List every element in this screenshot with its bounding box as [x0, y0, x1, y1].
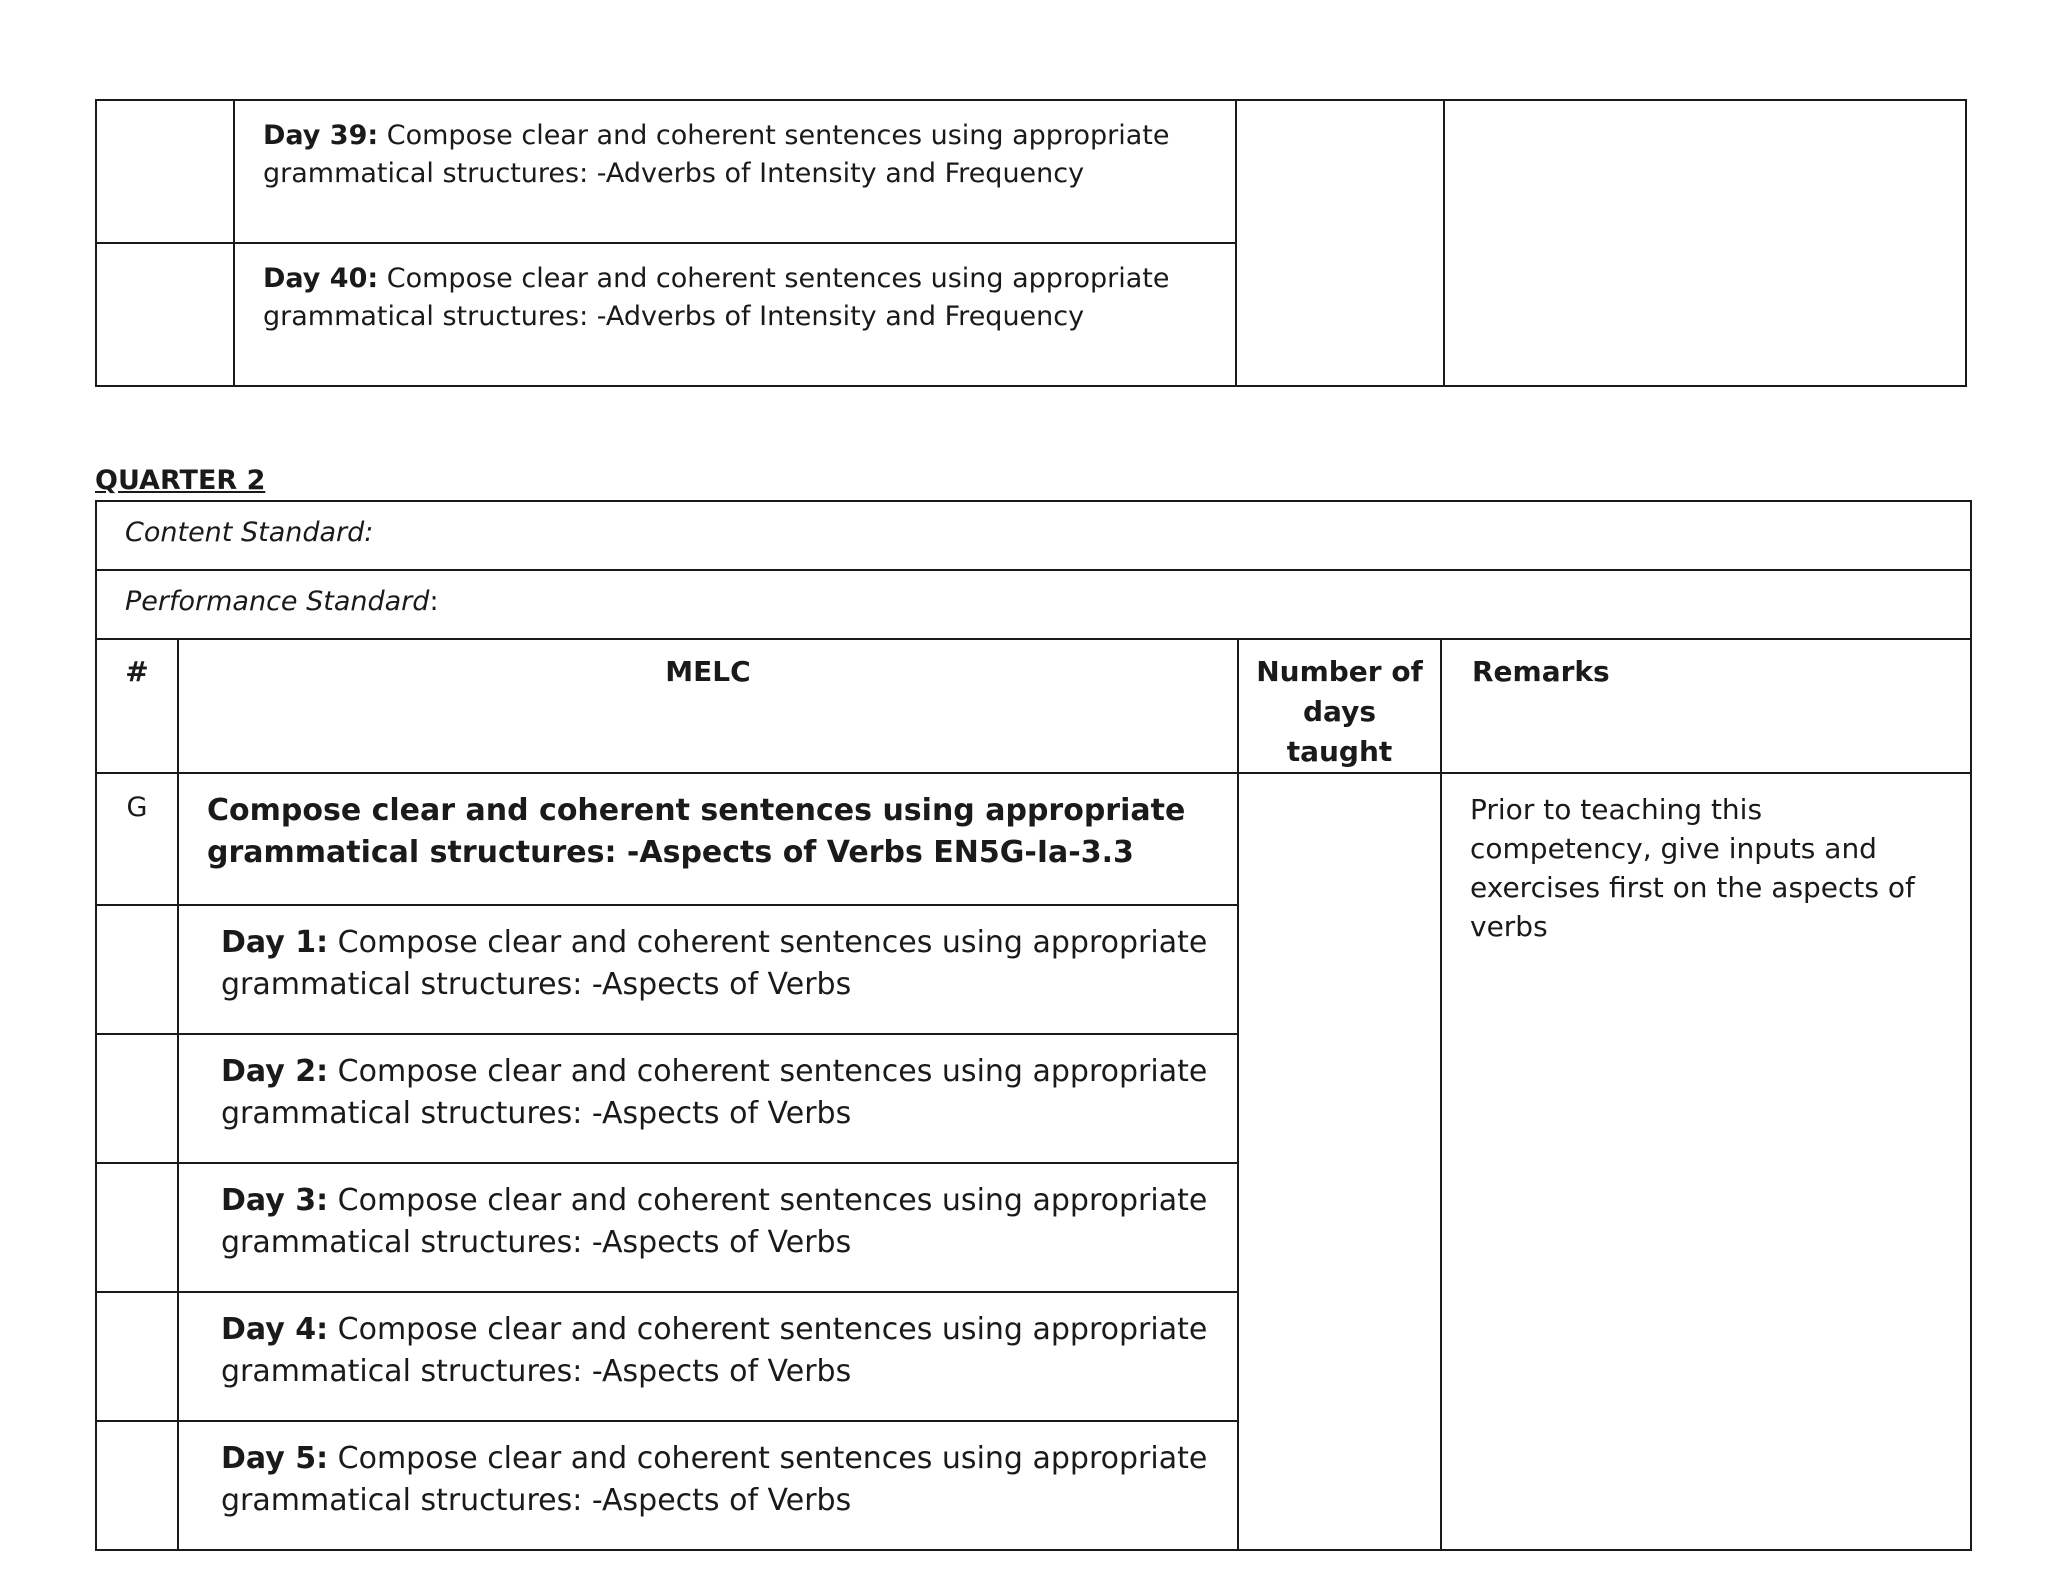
performance-standard-colon: : — [429, 586, 439, 617]
header-remarks-text: Remarks — [1472, 655, 1610, 688]
content-standard-row — [96, 501, 1971, 570]
number-cell — [96, 1034, 178, 1163]
header-melc — [178, 639, 1238, 773]
remarks-cell: Prior to teaching this competency, give inputs and exercises first on the aspects of verbs — [1441, 773, 1971, 1550]
day-text: Compose clear and coherent sentences using appropriate grammatical structures: -Aspects of Verbs — [221, 1312, 1208, 1389]
performance-standard-row — [96, 570, 1971, 639]
quarter-2-table — [95, 500, 1972, 1551]
days-taught-cell — [1238, 773, 1441, 1550]
remarks-cell — [1444, 100, 1966, 386]
melc-day-cell — [178, 1034, 1238, 1163]
melc-day-cell — [178, 1292, 1238, 1421]
number-cell — [96, 100, 234, 243]
day-label: Day 4: — [221, 1312, 329, 1347]
day-label: Day 3: — [221, 1183, 329, 1218]
melc-day-cell — [234, 100, 1236, 243]
table-row — [96, 100, 1966, 243]
day-text: Compose clear and coherent sentences using appropriate grammatical structures: -Adverbs of Intensity and Frequency — [263, 120, 1170, 189]
number-cell — [96, 1421, 178, 1550]
performance-standard-cell — [96, 570, 1971, 639]
quarter-heading: QUARTER 2 — [95, 465, 266, 496]
day-text: Compose clear and coherent sentences using appropriate grammatical structures: -Aspects of Verbs — [221, 1054, 1208, 1131]
day-label: Day 2: — [221, 1054, 329, 1089]
day-text: Compose clear and coherent sentences using appropriate grammatical structures: -Aspects of Verbs — [221, 925, 1208, 1002]
header-number-text: # — [125, 655, 149, 688]
header-days-taught-line2: days taught — [1286, 695, 1393, 768]
day-text: Compose clear and coherent sentences using appropriate grammatical structures: -Aspects of Verbs — [221, 1183, 1208, 1260]
day-label: Day 39: — [263, 120, 379, 151]
day-label: Day 40: — [263, 263, 379, 294]
day-text: Compose clear and coherent sentences using appropriate grammatical structures: -Aspects of Verbs — [221, 1441, 1208, 1518]
melc-day-cell — [178, 1163, 1238, 1292]
header-melc-text: MELC — [665, 655, 751, 688]
melc-day-cell — [178, 905, 1238, 1034]
day-label: Day 5: — [221, 1441, 329, 1476]
melc-day-cell — [178, 1421, 1238, 1550]
header-number — [96, 639, 178, 773]
content-standard-cell — [96, 501, 1971, 570]
melc-day-cell — [234, 243, 1236, 386]
header-days-taught-line1: Number of — [1256, 655, 1423, 688]
number-cell — [96, 243, 234, 386]
number-cell — [96, 1163, 178, 1292]
content-standard-label: Content Standard: — [125, 517, 374, 548]
header-row — [96, 639, 1971, 773]
previous-quarter-table — [95, 99, 1967, 387]
days-taught-cell — [1236, 100, 1444, 386]
competency-code: G — [96, 773, 178, 905]
day-label: Day 1: — [221, 925, 329, 960]
day-text: Compose clear and coherent sentences using appropriate grammatical structures: -Adverbs of Intensity and Frequency — [263, 263, 1170, 332]
performance-standard-label: Performance Standard — [125, 586, 430, 617]
header-remarks — [1441, 639, 1971, 773]
number-cell — [96, 1292, 178, 1421]
number-cell — [96, 905, 178, 1034]
competency-row — [96, 773, 1971, 905]
competency-text: Compose clear and coherent sentences using appropriate grammatical structures: -Aspects of Verbs EN5G-Ia-3.3 — [178, 773, 1238, 905]
header-days-taught — [1238, 639, 1441, 773]
